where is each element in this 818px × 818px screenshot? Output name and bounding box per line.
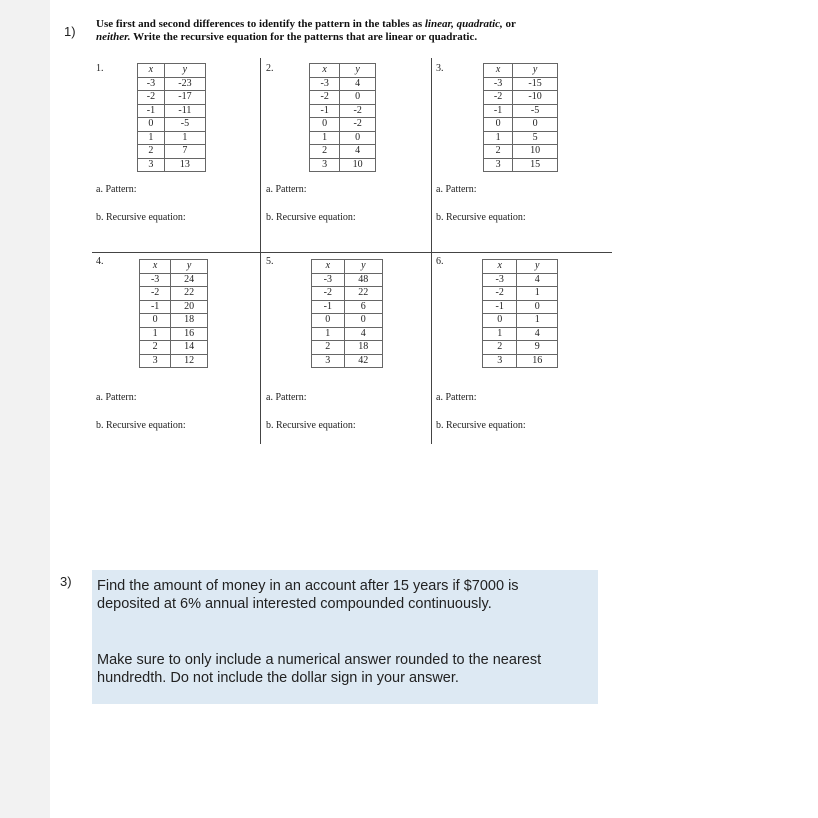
x-header: x: [310, 64, 340, 78]
problem-2-recursive-label: b. Recursive equation:: [266, 212, 356, 223]
x-cell: -3: [312, 273, 345, 287]
y-cell: 0: [340, 131, 376, 145]
question-3-line-4: hundredth. Do not include the dollar sign in your answer.: [97, 670, 459, 686]
table-row: [312, 273, 383, 287]
y-cell: 0: [513, 118, 558, 132]
x-cell: 1: [310, 131, 340, 145]
y-cell: -5: [164, 118, 205, 132]
x-header: x: [483, 260, 517, 274]
x-cell: 1: [138, 131, 165, 145]
x-cell: 3: [138, 158, 165, 172]
y-cell: -2: [340, 104, 376, 118]
y-cell: 4: [517, 327, 558, 341]
y-cell: 22: [171, 287, 208, 301]
x-cell: -3: [140, 273, 171, 287]
question-3-prompt: [97, 577, 592, 613]
grid-divider-horizontal: [92, 252, 612, 253]
x-cell: -2: [312, 287, 345, 301]
y-cell: 16: [171, 327, 208, 341]
table-row: [484, 131, 558, 145]
y-cell: 1: [164, 131, 205, 145]
x-cell: 0: [484, 118, 513, 132]
x-cell: 2: [483, 341, 517, 355]
y-cell: 1: [517, 314, 558, 328]
y-cell: 24: [171, 273, 208, 287]
y-cell: 18: [171, 314, 208, 328]
table-row: [140, 354, 208, 368]
table-row: [138, 131, 206, 145]
table-row: [310, 104, 376, 118]
y-cell: 13: [164, 158, 205, 172]
question-3-instructions: [97, 651, 592, 687]
table-row: [483, 287, 558, 301]
x-cell: -1: [483, 300, 517, 314]
y-cell: 4: [340, 145, 376, 159]
question-1-instructions: [96, 18, 606, 44]
y-cell: 5: [513, 131, 558, 145]
grid-divider-vertical-1: [260, 58, 261, 444]
x-cell: 1: [312, 327, 345, 341]
x-cell: 3: [484, 158, 513, 172]
problem-1-recursive-label: b. Recursive equation:: [96, 212, 186, 223]
problem-4-number: 4.: [96, 256, 104, 267]
x-cell: 3: [312, 354, 345, 368]
problem-4-recursive-label: b. Recursive equation:: [96, 420, 186, 431]
table-row: [483, 300, 558, 314]
x-cell: -3: [483, 273, 517, 287]
y-cell: -2: [340, 118, 376, 132]
x-cell: 2: [310, 145, 340, 159]
x-cell: -2: [483, 287, 517, 301]
problem-4-table: [139, 259, 208, 368]
table-row: [310, 77, 376, 91]
problem-1-pattern-label: a. Pattern:: [96, 184, 137, 195]
table-row: [310, 91, 376, 105]
table-row: [312, 341, 383, 355]
y-cell: 1: [517, 287, 558, 301]
y-cell: 14: [171, 341, 208, 355]
y-cell: 42: [344, 354, 382, 368]
y-cell: 16: [517, 354, 558, 368]
x-header: x: [140, 260, 171, 274]
table-row: [140, 341, 208, 355]
instructions-text-c: Write the recursive equation for the patterns that are linear or quadratic.: [130, 31, 478, 43]
x-cell: -1: [312, 300, 345, 314]
table-row: [312, 300, 383, 314]
table-row: [138, 104, 206, 118]
problem-5-table: [311, 259, 383, 368]
instructions-emphasis-b: neither.: [96, 31, 131, 43]
problem-6-recursive-label: b. Recursive equation:: [436, 420, 526, 431]
y-cell: -15: [513, 77, 558, 91]
y-cell: 18: [344, 341, 382, 355]
table-row: [138, 158, 206, 172]
x-cell: -2: [484, 91, 513, 105]
problem-2-number: 2.: [266, 63, 274, 74]
x-cell: 2: [484, 145, 513, 159]
table-row: [483, 314, 558, 328]
y-cell: 12: [171, 354, 208, 368]
table-row: [140, 273, 208, 287]
x-cell: 0: [140, 314, 171, 328]
y-cell: 6: [344, 300, 382, 314]
problem-2-pattern-label: a. Pattern:: [266, 184, 307, 195]
x-cell: -2: [140, 287, 171, 301]
question-3-line-2: deposited at 6% annual interested compounded continuously.: [97, 596, 492, 612]
instructions-emphasis-a: linear, quadratic,: [424, 18, 503, 30]
x-cell: 0: [310, 118, 340, 132]
y-cell: -10: [513, 91, 558, 105]
table-row: [484, 118, 558, 132]
y-cell: 20: [171, 300, 208, 314]
x-cell: 1: [484, 131, 513, 145]
instructions-text-b: or: [502, 18, 516, 30]
y-cell: 0: [340, 91, 376, 105]
question-3-line-1: Find the amount of money in an account after 15 years if $7000 is: [97, 578, 519, 594]
problem-5-recursive-label: b. Recursive equation:: [266, 420, 356, 431]
table-row: [140, 327, 208, 341]
y-cell: -5: [513, 104, 558, 118]
table-row: [483, 273, 558, 287]
table-row: [138, 118, 206, 132]
x-cell: -2: [138, 91, 165, 105]
table-row: [484, 91, 558, 105]
table-row: [310, 118, 376, 132]
y-cell: -23: [164, 77, 205, 91]
problem-5-number: 5.: [266, 256, 274, 267]
y-header: y: [171, 260, 208, 274]
problem-1-number: 1.: [96, 63, 104, 74]
x-cell: -1: [138, 104, 165, 118]
table-row: [484, 77, 558, 91]
problem-4-pattern-label: a. Pattern:: [96, 392, 137, 403]
x-cell: -3: [138, 77, 165, 91]
x-cell: -1: [310, 104, 340, 118]
x-cell: 3: [140, 354, 171, 368]
x-cell: 2: [138, 145, 165, 159]
table-row: [484, 145, 558, 159]
table-row: [312, 354, 383, 368]
problem-3-number: 3.: [436, 63, 444, 74]
table-row: [483, 354, 558, 368]
y-cell: 4: [340, 77, 376, 91]
x-cell: -2: [310, 91, 340, 105]
grid-divider-vertical-2: [431, 58, 432, 444]
problem-6-table: [482, 259, 558, 368]
y-cell: 10: [340, 158, 376, 172]
y-cell: 4: [517, 273, 558, 287]
table-row: [138, 91, 206, 105]
y-cell: -11: [164, 104, 205, 118]
question-3-number: 3): [60, 574, 72, 589]
question-1-number: 1): [64, 24, 76, 39]
x-cell: 3: [310, 158, 340, 172]
question-3-line-3: Make sure to only include a numerical answer rounded to the nearest: [97, 652, 542, 668]
x-cell: 2: [312, 341, 345, 355]
x-cell: 0: [312, 314, 345, 328]
problem-3-pattern-label: a. Pattern:: [436, 184, 477, 195]
problem-6-number: 6.: [436, 256, 444, 267]
problem-6-pattern-label: a. Pattern:: [436, 392, 477, 403]
table-row: [310, 145, 376, 159]
table-row: [483, 341, 558, 355]
table-row: [138, 145, 206, 159]
y-cell: -17: [164, 91, 205, 105]
y-header: y: [164, 64, 205, 78]
y-cell: 0: [517, 300, 558, 314]
x-cell: -3: [310, 77, 340, 91]
problem-2-table: [309, 63, 376, 172]
x-cell: 0: [483, 314, 517, 328]
table-row: [484, 104, 558, 118]
table-row: [312, 314, 383, 328]
x-cell: -3: [484, 77, 513, 91]
x-header: x: [484, 64, 513, 78]
y-header: y: [513, 64, 558, 78]
table-row: [312, 287, 383, 301]
y-cell: 4: [344, 327, 382, 341]
table-row: [140, 287, 208, 301]
x-header: x: [312, 260, 345, 274]
y-cell: 9: [517, 341, 558, 355]
x-cell: 1: [140, 327, 171, 341]
y-cell: 22: [344, 287, 382, 301]
y-cell: 0: [344, 314, 382, 328]
x-header: x: [138, 64, 165, 78]
y-header: y: [517, 260, 558, 274]
table-row: [310, 131, 376, 145]
x-cell: -1: [140, 300, 171, 314]
table-row: [484, 158, 558, 172]
problem-3-recursive-label: b. Recursive equation:: [436, 212, 526, 223]
instructions-text-a: Use first and second differences to identify the pattern in the tables as: [96, 18, 425, 30]
table-row: [312, 327, 383, 341]
x-cell: -1: [484, 104, 513, 118]
y-cell: 7: [164, 145, 205, 159]
x-cell: 1: [483, 327, 517, 341]
x-cell: 3: [483, 354, 517, 368]
y-header: y: [340, 64, 376, 78]
table-row: [310, 158, 376, 172]
y-cell: 10: [513, 145, 558, 159]
x-cell: 0: [138, 118, 165, 132]
table-row: [138, 77, 206, 91]
y-header: y: [344, 260, 382, 274]
problem-5-pattern-label: a. Pattern:: [266, 392, 307, 403]
y-cell: 15: [513, 158, 558, 172]
problem-1-table: [137, 63, 206, 172]
table-row: [140, 314, 208, 328]
table-row: [483, 327, 558, 341]
table-row: [140, 300, 208, 314]
x-cell: 2: [140, 341, 171, 355]
y-cell: 48: [344, 273, 382, 287]
problem-3-table: [483, 63, 558, 172]
